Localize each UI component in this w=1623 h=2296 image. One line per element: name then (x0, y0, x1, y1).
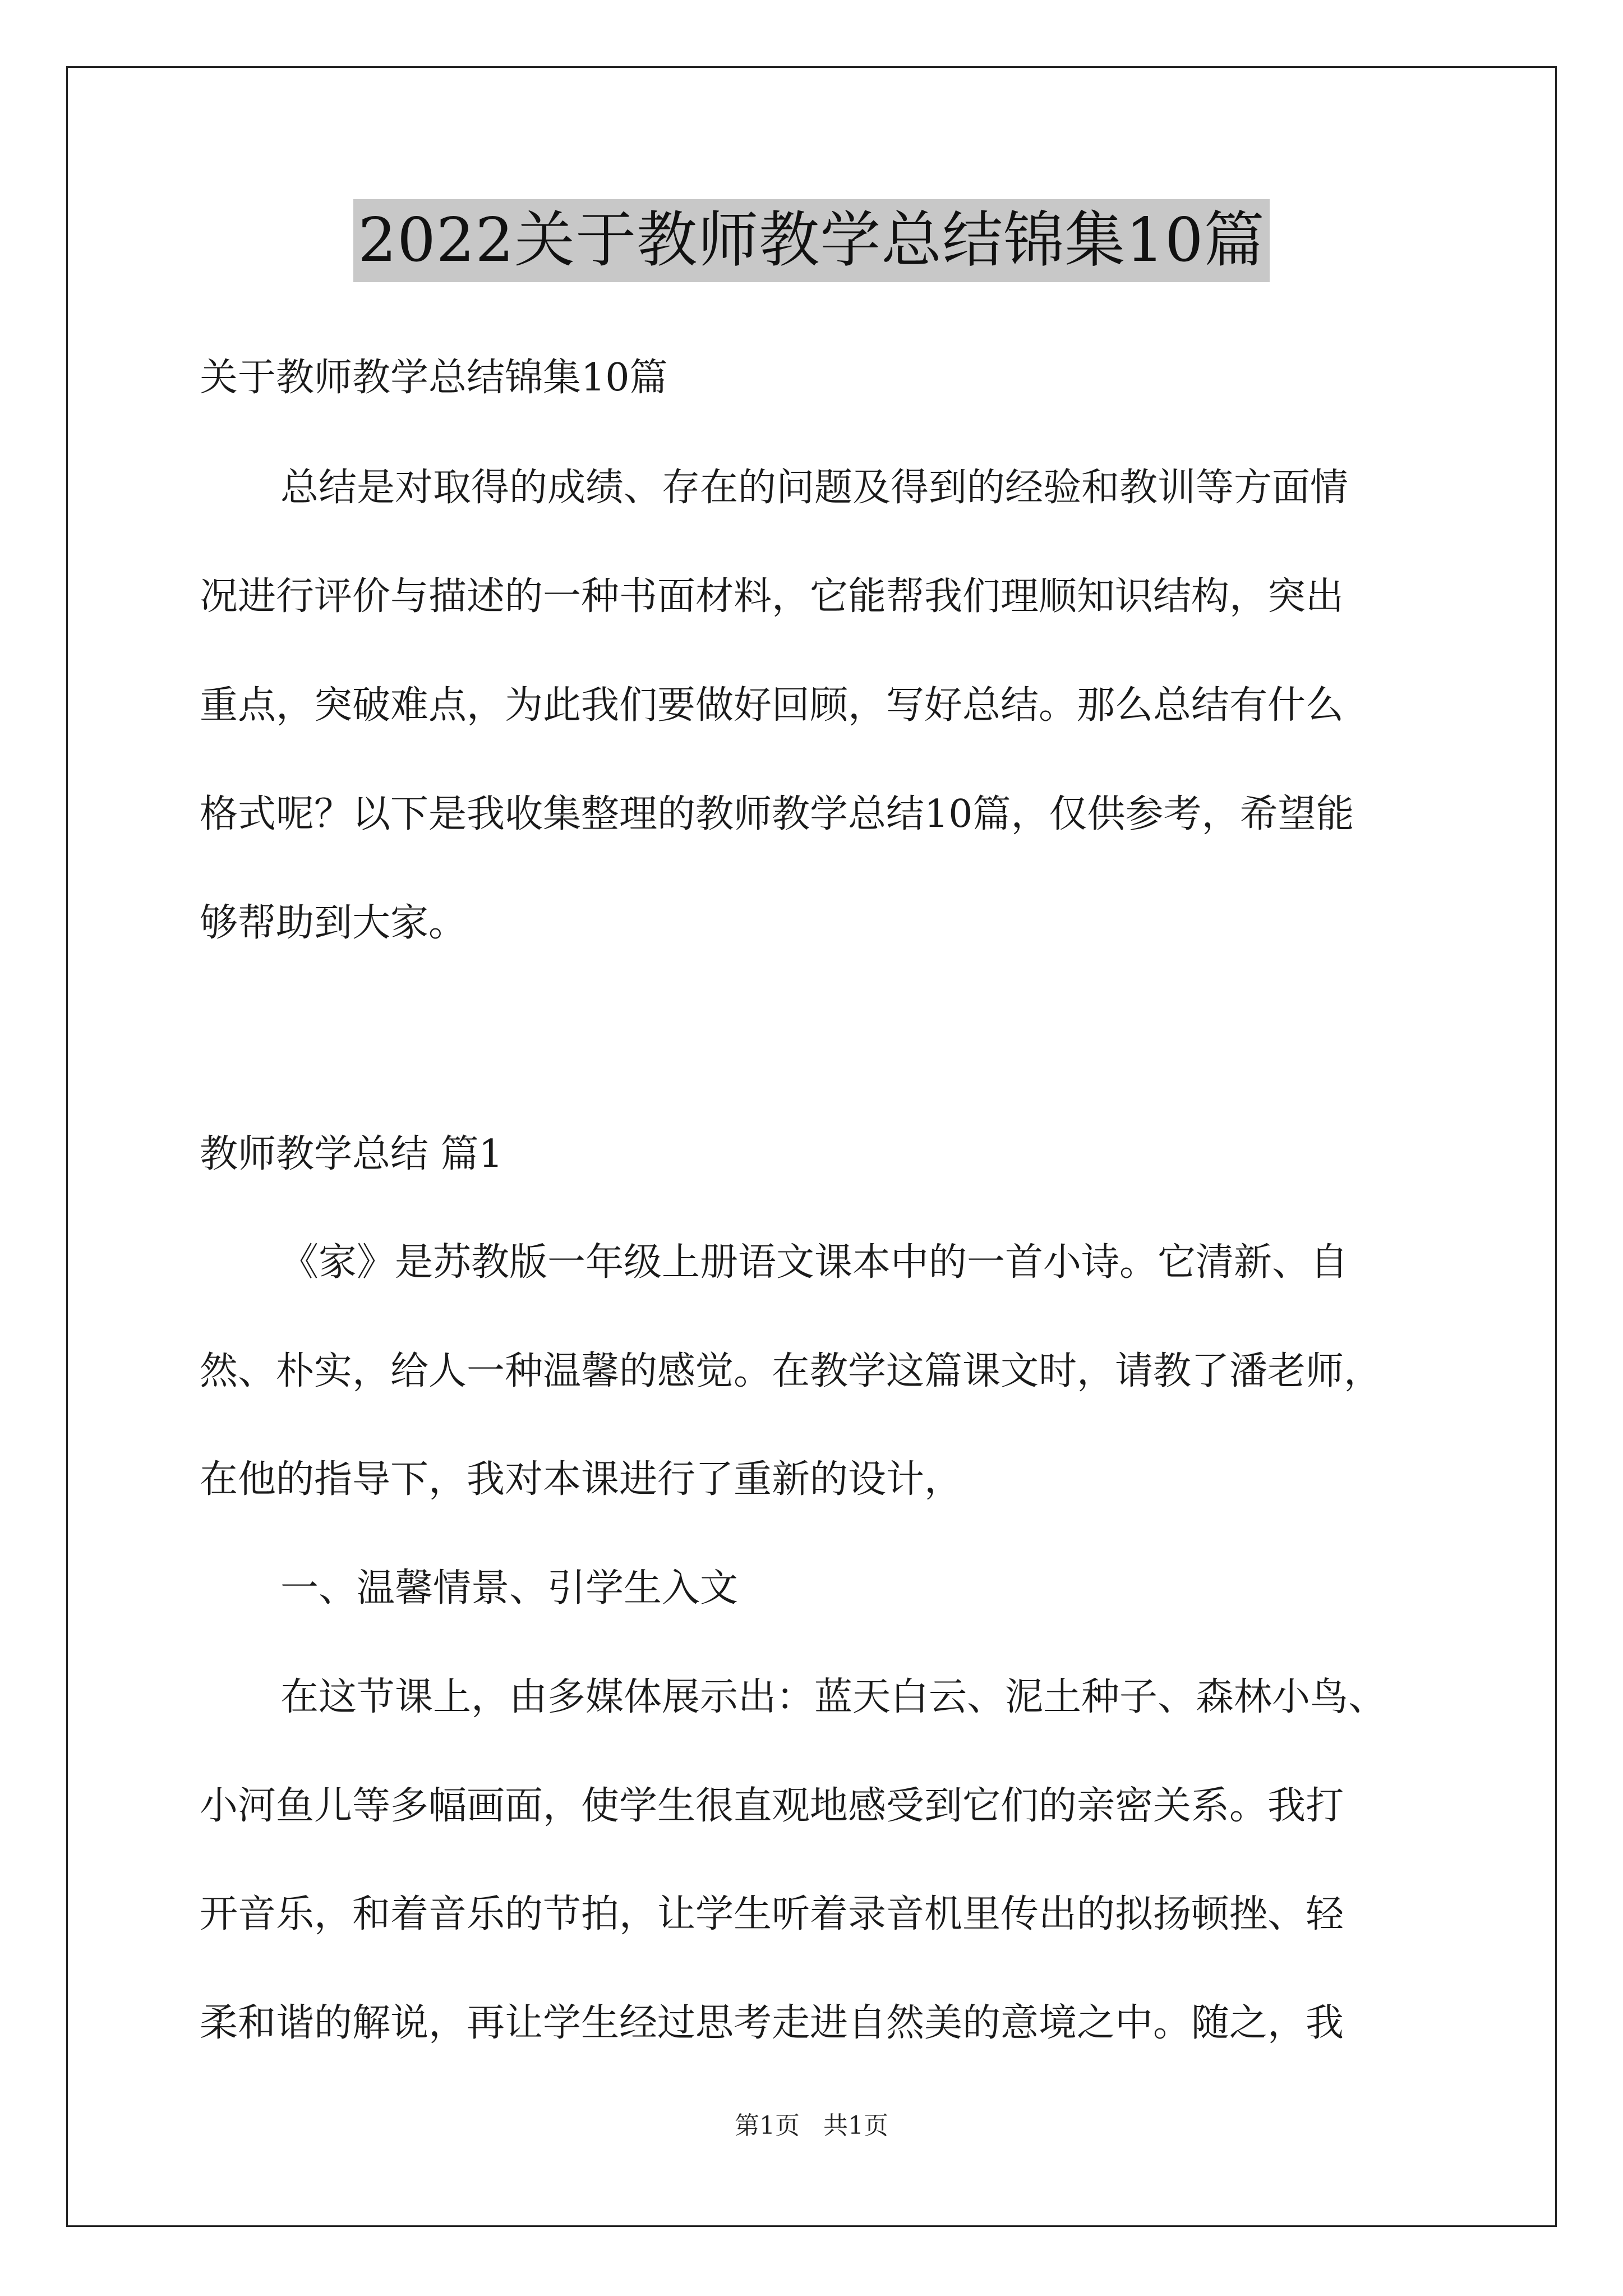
section-heading: 教师教学总结 篇1 (200, 1132, 503, 1176)
title-container (0, 199, 1623, 282)
section-line-2: 然、朴实，给人一种温馨的感觉。在教学这篇课文时，请教了潘老师， (200, 1349, 1382, 1393)
document-subtitle: 关于教师教学总结锦集10篇 (200, 356, 668, 400)
body-line-2: 小河鱼儿等多幅画面，使学生很直观地感受到它们的亲密关系。我打 (200, 1784, 1344, 1828)
section-line-3: 在他的指导下，我对本课进行了重新的设计， (200, 1457, 963, 1502)
body-line-1: 在这节课上，由多媒体展示出：蓝天白云、泥土种子、森林小鸟、 (280, 1675, 1387, 1719)
section-line-1: 《家》是苏教版一年级上册语文课本中的一首小诗。它清新、自 (280, 1240, 1349, 1285)
intro-line-4: 格式呢？以下是我收集整理的教师教学总结10篇，仅供参考，希望能 (200, 792, 1354, 836)
page-footer: 第1页 共1页 (735, 2111, 888, 2140)
intro-line-5: 够帮助到大家。 (200, 901, 467, 945)
subheading: 一、温馨情景、引学生入文 (280, 1566, 739, 1611)
intro-line-1: 总结是对取得的成绩、存在的问题及得到的经验和教训等方面情 (280, 466, 1349, 510)
document-title: 2022关于教师教学总结锦集10篇 (353, 199, 1269, 282)
body-line-3: 开音乐，和着音乐的节拍，让学生听着录音机里传出的拟扬顿挫、轻 (200, 1892, 1344, 1936)
intro-line-3: 重点，突破难点，为此我们要做好回顾，写好总结。那么总结有什么 (200, 683, 1344, 728)
body-line-4: 柔和谐的解说，再让学生经过思考走进自然美的意境之中。随之，我 (200, 2001, 1344, 2045)
intro-line-2: 况进行评价与描述的一种书面材料，它能帮我们理顺知识结构，突出 (200, 574, 1344, 619)
